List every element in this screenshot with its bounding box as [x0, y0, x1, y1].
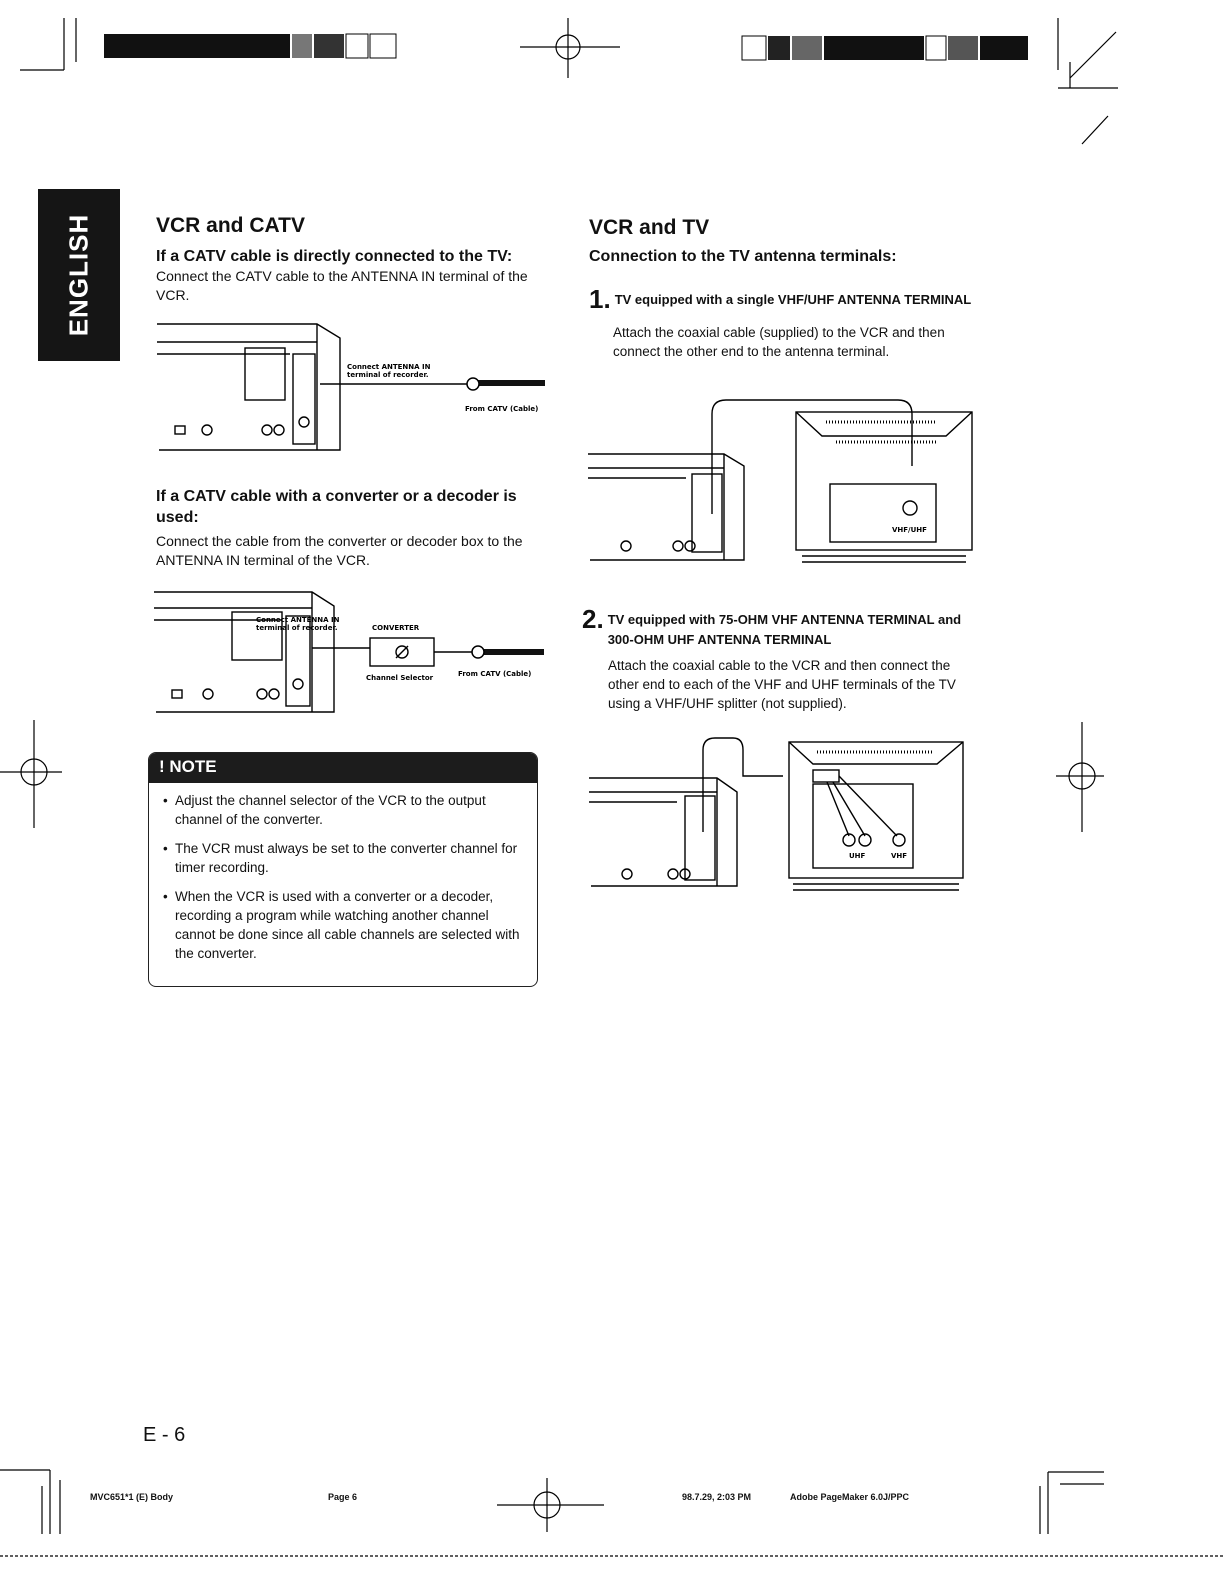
note-item: • The VCR must always be set to the converter channel for timer recording.	[163, 839, 527, 877]
language-tab-label: ENGLISH	[63, 213, 94, 337]
fig1-label-connect2: terminal of recorder.	[347, 371, 429, 379]
figure-catv-converter	[152, 586, 547, 718]
figure-catv-direct	[155, 318, 550, 458]
catv-converter-text: Connect the cable from the converter or decoder box to the ANTENNA IN terminal of the VCR.	[156, 533, 523, 568]
catv-converter-title: If a CATV cable with a converter or a decoder is used:	[156, 488, 517, 526]
catv-direct-text: Connect the CATV cable to the ANTENNA IN terminal of the VCR.	[156, 268, 528, 303]
figure-tv-single-terminal	[586, 396, 978, 572]
note-list	[163, 791, 527, 963]
step-1-title: TV equipped with a single VHF/UHF ANTENNA TERMINAL	[614, 292, 972, 307]
step-1-number: 1.	[589, 284, 611, 314]
fig2-label-channel: Channel Selector	[366, 674, 434, 682]
footer-app: Adobe PageMaker 6.0J/PPC	[790, 1492, 910, 1502]
fig4-label-uhf: UHF	[849, 852, 866, 860]
note-title: ! NOTE	[149, 753, 537, 783]
page-number: E - 6	[143, 1424, 186, 1446]
right-subheading: Connection to the TV antenna terminals:	[589, 248, 897, 265]
step-1	[589, 284, 979, 361]
step-2-text: Attach the coaxial cable to the VCR and then connect the other end to each of the VHF and UHF terminals of the TV using a VHF/UHF splitter (not supplied).	[608, 658, 956, 711]
left-heading: VCR and CATV	[156, 214, 305, 237]
step-1-text: Attach the coaxial cable (supplied) to the VCR and then connect the other end to the antenna terminal.	[613, 325, 945, 359]
catv-direct-title: If a CATV cable is directly connected to the TV:	[156, 248, 513, 265]
left-column	[156, 214, 551, 305]
fig2-label-connect2: terminal of recorder.	[256, 624, 338, 632]
step-2-title: TV equipped with 75-OHM VHF ANTENNA TERMINAL and 300-OHM UHF ANTENNA TERMINAL	[607, 612, 962, 647]
language-tab	[38, 189, 120, 361]
fig2-label-connect: Connect ANTENNA IN	[256, 616, 340, 624]
step-2	[582, 604, 977, 713]
note-item: • When the VCR is used with a converter or a decoder, recording a program while watching another channel cannot be done since all cable channels are selected with the converter.	[163, 887, 527, 963]
fig2-label-converter: CONVERTER	[372, 624, 420, 632]
fig2-label-from: From CATV (Cable)	[458, 670, 532, 678]
fig1-label-from: From CATV (Cable)	[465, 405, 539, 413]
footer-date: 98.7.29, 2:03 PM	[682, 1492, 752, 1502]
fig1-label-connect: Connect ANTENNA IN	[347, 363, 431, 371]
figure-tv-split-terminals	[587, 736, 967, 896]
footer-page: Page 6	[328, 1492, 358, 1502]
fig3-label: VHF/UHF	[892, 526, 927, 534]
catv-converter-section	[156, 486, 551, 570]
note-box	[148, 752, 538, 987]
footer-file: MVC651*1 (E) Body	[90, 1492, 174, 1502]
right-column-top	[589, 216, 979, 267]
fig4-label-vhf: VHF	[891, 852, 908, 860]
step-2-number: 2.	[582, 604, 604, 634]
right-heading: VCR and TV	[589, 216, 710, 239]
note-item: • Adjust the channel selector of the VCR to the output channel of the converter.	[163, 791, 527, 829]
